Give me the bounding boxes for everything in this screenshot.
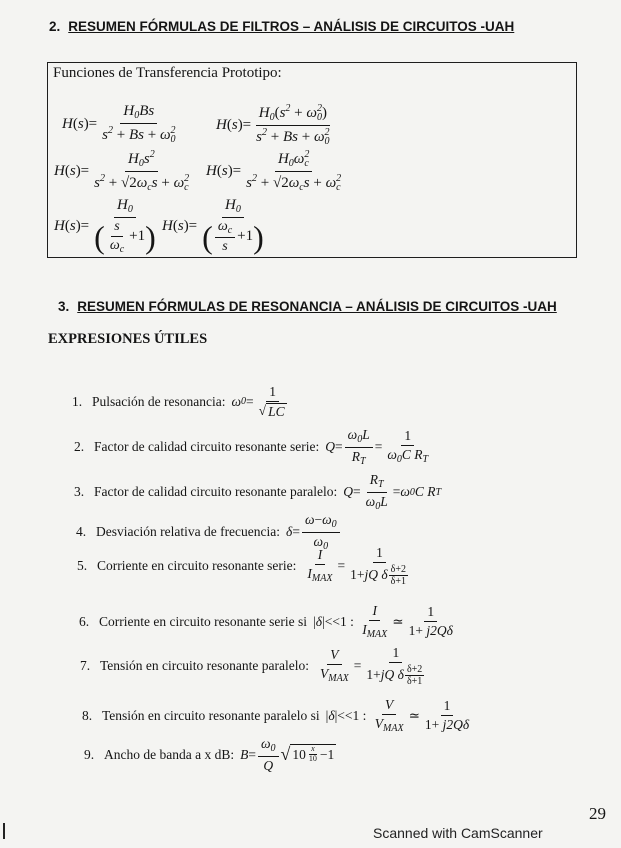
useful-expressions-heading: EXPRESIONES ÚTILES xyxy=(48,331,208,347)
lowpass-second-order-equation: H ( s )= $\frac{H_0\omega^2_c}{s^2 + √2\omega_cs + \omega^2_c}$ xyxy=(206,149,342,193)
edge-mark xyxy=(3,823,5,839)
highpass-second-order-equation: H ( s )= $\frac{H_0s^2}{s^2 + √2\omega_cs + \omega^2_c}$ xyxy=(54,149,190,193)
series-q-formula: Q = $\frac{\omega_0L}{R_T}$ = $\frac{1}{\omega_0C R_T}$ xyxy=(325,427,429,467)
transfer-functions-box xyxy=(47,62,577,258)
item-number: 3. xyxy=(74,484,85,499)
bandwidth-formula: B = $\frac{\omega_0}{Q}$ √ 10 $\frac{x}{10}$ −1 xyxy=(240,736,335,773)
series-current-formula: $\frac{I}{I_{MAX}}$ = 1 1+ jQ δ $\frac{\delta+2}{\delta+1}$ xyxy=(307,545,406,587)
list-item xyxy=(74,427,433,467)
page-number: 29 xyxy=(589,804,606,823)
scanner-watermark: Scanned with CamScanner xyxy=(373,825,543,841)
frequency-deviation-formula: δ = $\frac{\omega-\omega_0}{\omega_0}$ xyxy=(286,512,342,552)
item-label: Pulsación de resonancia: xyxy=(92,393,226,409)
item-label: Factor de calidad circuito resonante serie: xyxy=(94,439,320,454)
bandpass-equation: H ( s )= $\frac{H_0Bs}{s^2 + Bs + \omega^2_0}$ xyxy=(62,103,176,145)
highpass-first-order-equation: H ( s )= $H_0$ ( $\frac{\omega_c}{s}$ +1 ) xyxy=(162,197,264,255)
item-label: Corriente en circuito resonante serie si xyxy=(99,613,308,629)
parallel-voltage-approx-formula: | δ |<<1 : $\frac{V}{V_{MAX}}$ ≃ $\frac{1}{1+ j2Q\delta}$ xyxy=(325,697,470,734)
notch-equation: H ( s )= $\frac{H_0(s^2 + \omega^2_0)}{s^2 + Bs + \omega^2_0}$ xyxy=(216,103,330,147)
item-number: 6. xyxy=(79,613,90,629)
resonance-formula: ω 0 = 1 √ LC xyxy=(231,384,285,419)
item-number: 5. xyxy=(77,557,88,573)
section-3-number: 3. xyxy=(58,299,70,314)
section-2-title xyxy=(49,19,514,34)
item-number: 2. xyxy=(74,439,85,454)
item-label: Desviación relativa de frecuencia: xyxy=(96,524,281,539)
list-item xyxy=(84,736,336,773)
list-item xyxy=(74,472,441,512)
item-label: Factor de calidad circuito resonante paralelo: xyxy=(94,484,338,499)
list-item xyxy=(72,384,292,419)
list-item xyxy=(77,545,414,587)
item-label: Corriente en circuito resonante serie: xyxy=(97,557,297,573)
item-number: 8. xyxy=(82,707,93,723)
section-2-title-text: RESUMEN FÓRMULAS DE FILTROS – ANÁLISIS DE CIRCUITOS -UAH xyxy=(68,19,515,34)
list-item xyxy=(82,697,474,734)
section-3-title xyxy=(58,299,557,314)
item-number: 7. xyxy=(80,657,91,673)
item-label: Ancho de banda a x dB: xyxy=(104,746,235,762)
item-label: Tensión en circuito resonante paralelo si xyxy=(102,707,320,723)
parallel-q-formula: Q = $\frac{R_T}{\omega_0L}$ = ω 0 C R T xyxy=(343,472,442,512)
list-item xyxy=(80,645,430,687)
item-number: 9. xyxy=(84,746,95,762)
lowpass-first-order-equation: H ( s )= $H_0$ ( $\frac{s}{\omega_c}$ +1 ) xyxy=(54,197,156,255)
section-2-number: 2. xyxy=(49,19,61,34)
item-label: Tensión en circuito resonante paralelo: xyxy=(100,657,309,673)
series-current-approx-formula: | δ |<<1 : $\frac{I}{I_{MAX}}$ ≃ $\frac{1}{1+ j2Q\delta}$ xyxy=(313,603,453,640)
item-number: 1. xyxy=(72,393,83,409)
item-number: 4. xyxy=(76,524,87,539)
box-title: Funciones de Transferencia Prototipo: xyxy=(53,65,282,81)
parallel-voltage-formula: $\frac{V}{V_{MAX}}$ = 1 1+ jQ δ $\frac{\delta+2}{\delta+1}$ xyxy=(319,645,423,687)
list-item xyxy=(79,603,458,640)
section-3-title-text: RESUMEN FÓRMULAS DE RESONANCIA – ANÁLISIS DE CIRCUITOS -UAH xyxy=(77,299,557,314)
